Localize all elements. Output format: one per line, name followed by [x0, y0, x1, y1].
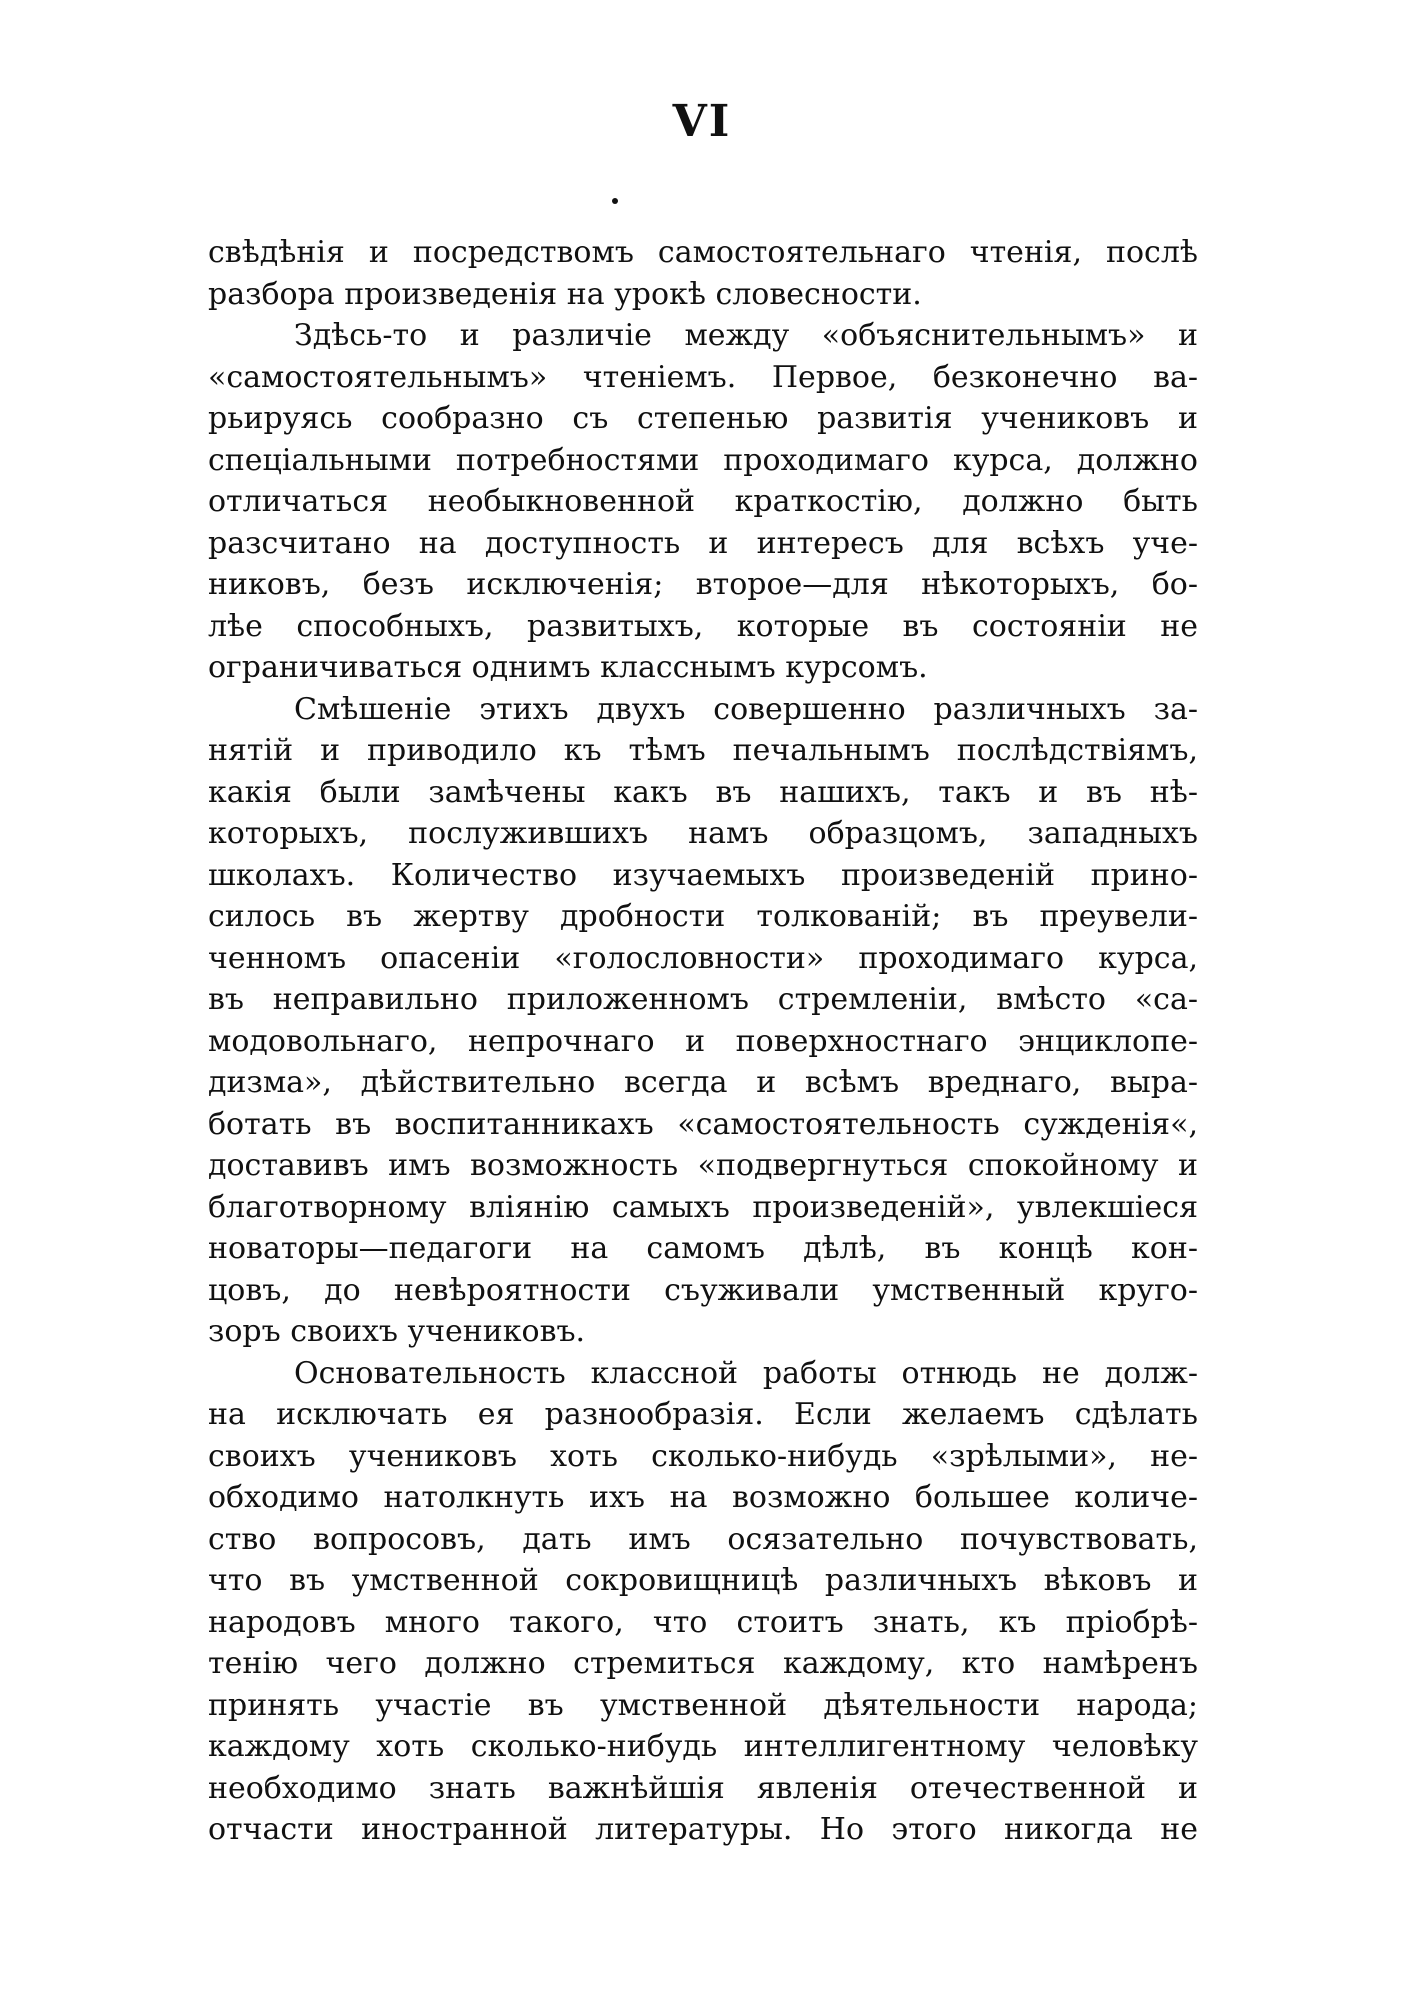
text-line: Смѣшеніе этихъ двухъ совершенно различныхъ за-	[294, 691, 1198, 727]
text-line: Основательность классной работы отнюдь не долж-	[294, 1355, 1198, 1391]
text-line: народовъ много такого, что стоитъ знать, къ пріобрѣ-	[208, 1604, 1198, 1640]
text-line: дизма», дѣйствительно всегда и всѣмъ вреднаго, выра-	[208, 1065, 1198, 1100]
text-line: школахъ. Количество изучаемыхъ произведеній прино-	[208, 857, 1198, 893]
text-line: отчасти иностранной литературы. Но этого никогда не	[208, 1812, 1198, 1847]
text-line: каждому хоть сколько-нибудь интеллигентному человѣку	[208, 1729, 1198, 1764]
text-line: принять участіе въ умственной дѣятельности народа;	[208, 1687, 1198, 1723]
text-line: ство вопросовъ, дать имъ осязательно почувствовать,	[208, 1521, 1198, 1557]
text-line: силось въ жертву дробности толкованій; въ преувели-	[208, 899, 1198, 934]
text-line: отличаться необыкновенной краткостію, должно быть	[208, 484, 1198, 519]
body-text	[208, 232, 1198, 1851]
text-line: необходимо знать важнѣйшія явленія отечественной и	[208, 1770, 1198, 1806]
text-line: спеціальными потребностями проходимаго курса, должно	[208, 442, 1198, 478]
text-line: обходимо натолкнуть ихъ на возможно большее количе-	[208, 1480, 1198, 1515]
text-line: ченномъ опасеніи «голословности» проходимаго курса,	[208, 940, 1198, 976]
text-line: зоръ своихъ учениковъ.	[208, 1314, 586, 1349]
text-line: модовольнаго, непрочнаго и поверхностнаго энциклопе-	[208, 1023, 1198, 1059]
text-line: разбора произведенія на урокѣ словесности.	[208, 276, 922, 312]
text-line: своихъ учениковъ хоть сколько-нибудь «зрѣлыми», не-	[208, 1438, 1198, 1474]
text-line: ограничиваться однимъ класснымъ курсомъ.	[208, 650, 928, 685]
text-line: новаторы—педагоги на самомъ дѣлѣ, въ концѣ кон-	[208, 1231, 1198, 1266]
text-line: рьируясь сообразно съ степенью развитія учениковъ и	[208, 401, 1198, 436]
text-line: «самостоятельнымъ» чтеніемъ. Первое, безконечно ва-	[208, 359, 1198, 395]
text-line: лѣе способныхъ, развитыхъ, которые въ состояніи не	[208, 608, 1198, 644]
text-line: ботать въ воспитанникахъ «самостоятельность сужденія«,	[208, 1106, 1198, 1142]
text-line: нятій и приводило къ тѣмъ печальнымъ послѣдствіямъ,	[208, 733, 1198, 768]
text-line: которыхъ, послужившихъ намъ образцомъ, западныхъ	[208, 816, 1198, 851]
text-line: разсчитано на доступность и интересъ для всѣхъ уче-	[208, 525, 1198, 561]
text-line: доставивъ имъ возможность «подвергнуться спокойному и	[208, 1148, 1198, 1183]
text-line: благотворному вліянію самыхъ произведеній», увлекшіеся	[208, 1189, 1198, 1225]
text-line: какія были замѣчены какъ въ нашихъ, такъ и въ нѣ-	[208, 774, 1198, 810]
stray-dot-mark	[612, 198, 618, 204]
text-line: цовъ, до невѣроятности съуживали умственный круго-	[208, 1272, 1198, 1308]
text-line: свѣдѣнія и посредствомъ самостоятельнаго чтенія, послѣ	[208, 235, 1198, 270]
text-line: на исключать ея разнообразія. Если желаемъ сдѣлать	[208, 1397, 1198, 1432]
text-line: никовъ, безъ исключенія; второе—для нѣкоторыхъ, бо-	[208, 567, 1198, 602]
text-line: Здѣсь-то и различіе между «объяснительнымъ» и	[294, 318, 1198, 353]
page-number: VI	[672, 96, 732, 147]
text-line: тенію чего должно стремиться каждому, кто намѣренъ	[208, 1646, 1198, 1681]
text-line: въ неправильно приложенномъ стремленіи, вмѣсто «са-	[208, 982, 1198, 1017]
text-line: что въ умственной сокровищницѣ различныхъ вѣковъ и	[208, 1563, 1198, 1598]
